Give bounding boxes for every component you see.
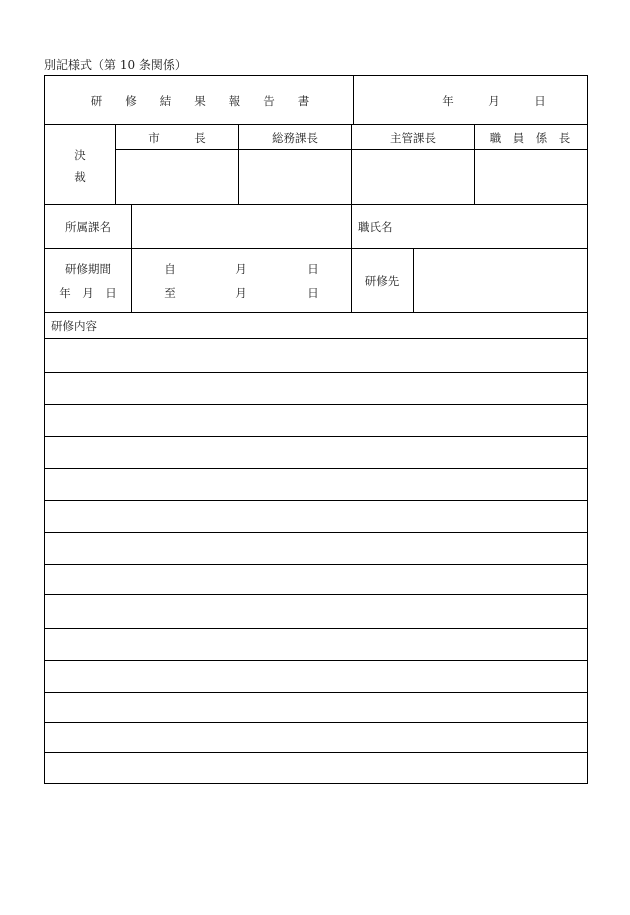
period-from-month: 月: [235, 262, 247, 276]
approval-label-bottom: 裁: [74, 170, 86, 184]
training-report-form: [44, 75, 588, 784]
period-ymd: 年 月 日: [59, 286, 117, 300]
form-caption: 別記様式（第 10 条関係）: [44, 58, 187, 72]
period-label: 研修期間: [65, 262, 111, 276]
period-to-month: 月: [235, 286, 247, 300]
period-to: 至: [164, 286, 176, 300]
period-to-day: 日: [307, 286, 319, 300]
name-label: 職氏名: [358, 220, 393, 234]
approval-label-top: 決: [74, 148, 86, 162]
period-from-day: 日: [307, 262, 319, 276]
approval-col-staff-supervisor: 職 員 係 長: [489, 131, 571, 145]
dept-label: 所属課名: [65, 220, 111, 234]
form-title: 研 修 結 果 報 告 書: [90, 94, 310, 108]
content-label: 研修内容: [51, 319, 97, 333]
approval-col-department-chief: 主管課長: [390, 131, 436, 145]
destination-label: 研修先: [364, 274, 400, 288]
approval-col-mayor: 市 長: [148, 131, 206, 145]
period-from: 自: [164, 262, 176, 276]
report-date: 年 月 日: [442, 94, 546, 108]
approval-col-general-affairs: 総務課長: [272, 131, 318, 145]
